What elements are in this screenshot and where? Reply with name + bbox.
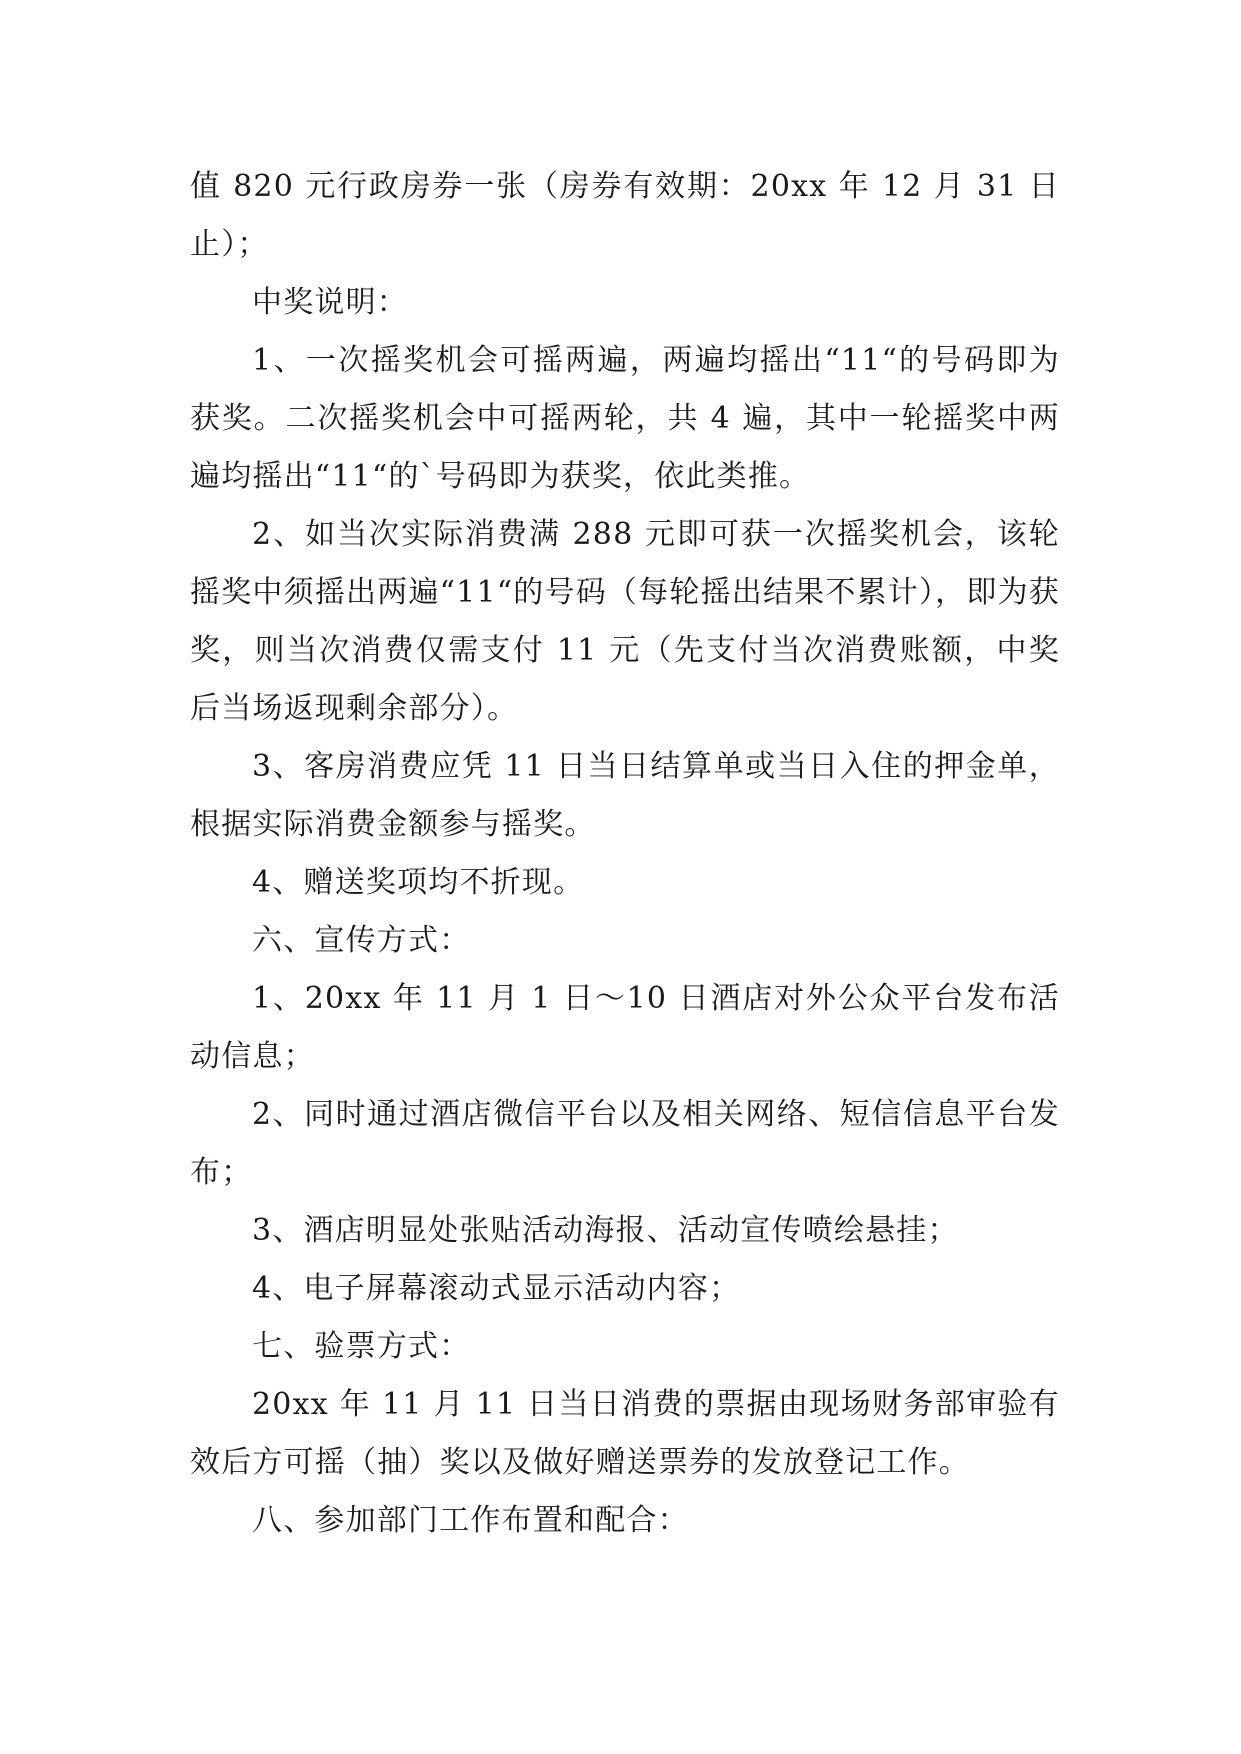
paragraph-publicity-3: 3、酒店明显处张贴活动海报、活动宣传喷绘悬挂； (252, 1213, 959, 1248)
paragraph-ticket-verification: 20xx 年 11 月 11 日当日消费的票据由现场财务部审验有效后方可摇（抽）奖以及做好赠送票券的发放登记工作。 (190, 1387, 1060, 1480)
paragraph-rule-3: 3、客房消费应凭 11 日当日结算单或当日入住的押金单，根据实际消费金额参与摇奖。 (190, 749, 1060, 842)
paragraph-publicity-4: 4、电子屏幕滚动式显示活动内容； (252, 1271, 741, 1306)
heading-publicity: 六、宣传方式： (252, 923, 471, 958)
document-body (190, 158, 1060, 1550)
paragraph-rule-1: 1、一次摇奖机会可摇两遍，两遍均摇出“11“的号码即为获奖。二次摇奖机会中可摇两轮，共 4 遍，其中一轮摇奖中两遍均摇出“11“的`号码即为获奖，依此类推。 (190, 343, 1060, 494)
heading-department-arrangement: 八、参加部门工作布置和配合： (252, 1503, 689, 1538)
heading-ticket-verification: 七、验票方式： (252, 1329, 471, 1364)
heading-prize-notes: 中奖说明： (252, 285, 408, 320)
paragraph-publicity-1: 1、20xx 年 11 月 1 日～10 日酒店对外公众平台发布活动信息； (190, 981, 1060, 1074)
paragraph-rule-4: 4、赠送奖项均不折现。 (252, 865, 585, 900)
paragraph-rule-2: 2、如当次实际消费满 288 元即可获一次摇奖机会，该轮摇奖中须摇出两遍“11“的号码（每轮摇出结果不累计），即为获奖，则当次消费仅需支付 11 元（先支付当次消费账额，中奖后当场返现剩余部分）。 (190, 517, 1060, 726)
paragraph-room-voucher: 值 820 元行政房券一张（房券有效期：20xx 年 12 月 31 日止）； (190, 169, 1060, 262)
paragraph-publicity-2: 2、同时通过酒店微信平台以及相关网络、短信信息平台发布； (190, 1097, 1060, 1190)
